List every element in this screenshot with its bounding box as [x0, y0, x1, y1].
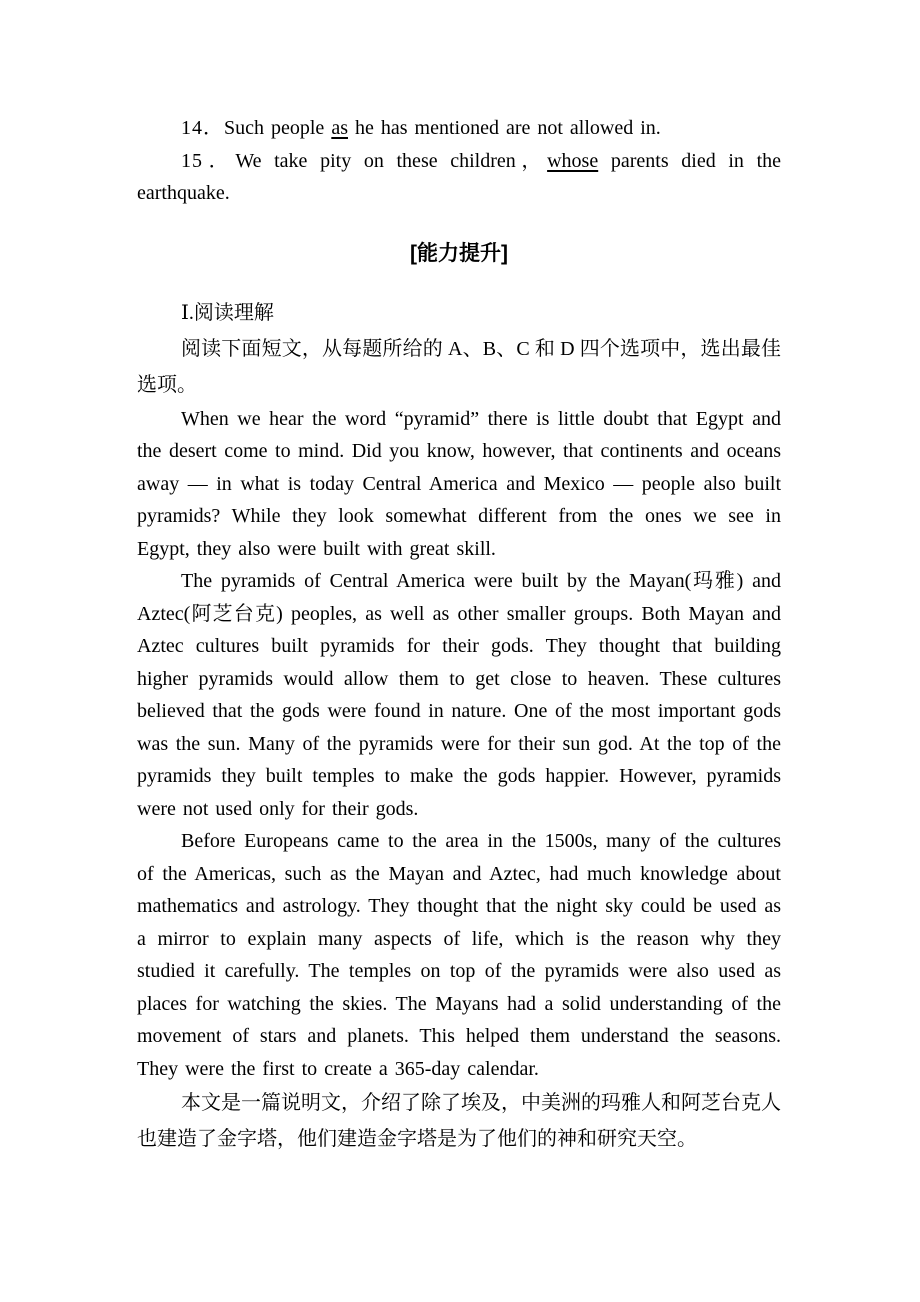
reading-part-label: Ⅰ.阅读理解	[181, 301, 274, 324]
sentence-text: he has mentioned are not allowed in.	[347, 117, 661, 139]
item-number-15: 15．	[181, 149, 236, 172]
item-number-14: 14．	[181, 117, 224, 139]
reading-paragraph-1: When we hear the word “pyramid” there is little doubt that Egypt and the desert come to mind. Did you know, however, that continents and oceans away — in what is today Central America and Mexico — people also built pyramids? While they look somewhat different from the ones we see in Egypt, they also were built with great skill.	[137, 407, 781, 560]
exercise-sentence-15	[137, 145, 781, 210]
reading-paragraph-3: Before Europeans came to the area in the 1500s, many of the cultures of the Americas, such as the Mayan and Aztec, had much knowledge about mathematics and astrology. They thought that the night sky could be used as a mirror to explain many aspects of life, which is the reason why they studied it carefully. The temples on top of the pyramids were also used as places for watching the skies. The Mayans had a solid understanding of the movement of stars and planets. This helped them understand the seasons. They were the first to create a 365-day calendar.	[137, 830, 781, 1080]
sentence-text: parents died in the earthquake.	[137, 149, 781, 204]
exercise-sentence-14	[137, 112, 781, 145]
underlined-word: as	[331, 117, 348, 139]
reading-paragraph-2: The pyramids of Central America were built by the Mayan(玛雅) and Aztec(阿芝台克) peoples, as well as other smaller groups. Both Mayan and Aztec cultures built pyramids for their gods. They thought that building higher pyramids would allow them to get close to heaven. These cultures believed that the gods were found in nature. One of the most important gods was the sun. Many of the pyramids were for their sun god. At the top of the pyramids they built temples to make the gods happier. However, pyramids were not used only for their gods.	[137, 570, 781, 820]
sentence-text: We take pity on these children，	[235, 149, 548, 172]
underlined-word: whose	[547, 149, 599, 172]
sentence-text: Such people	[224, 117, 332, 139]
section-heading: [能力提升]	[410, 241, 508, 265]
reading-instructions: 阅读下面短文，从每题所给的 A、B、C 和 D 四个选项中，选出最佳选项。	[137, 337, 781, 396]
passage-summary-cn: 本文是一篇说明文，介绍了除了埃及，中美洲的玛雅人和阿芝台克人也建造了金字塔，他们建造金字塔是为了他们的神和研究天空。	[137, 1092, 781, 1150]
